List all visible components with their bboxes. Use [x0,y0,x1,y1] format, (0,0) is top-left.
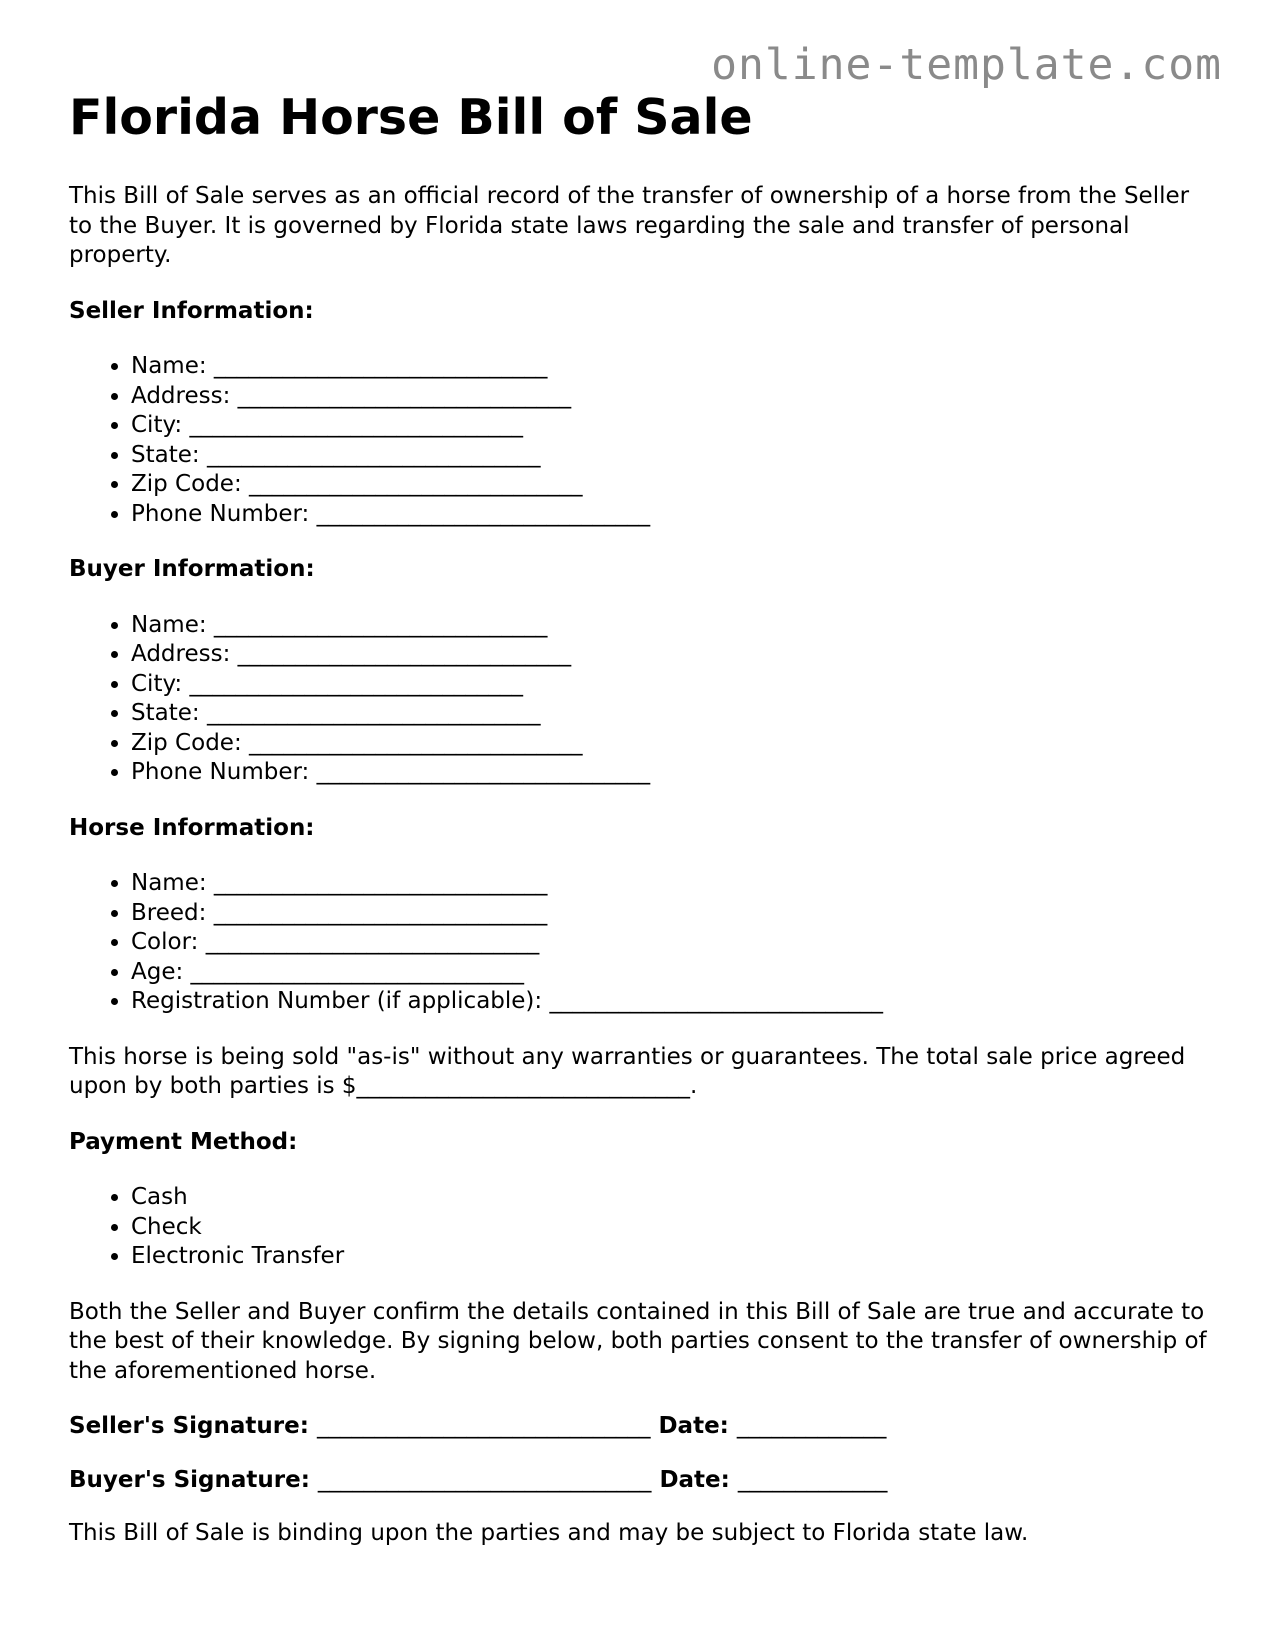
payment-option-check: • Check [131,1213,1209,1243]
as-is-paragraph: This horse is being sold "as-is" without any warranties or guarantees. The total sale price agreed upon by both parties is $_____________________________. [69,1043,1186,1099]
buyer-state-field: • State: _____________________________ [131,699,1209,729]
buyer-heading: Buyer Information: [69,556,315,582]
seller-zip-field: • Zip Code: _____________________________ [131,470,1209,500]
horse-fields [69,869,1209,1017]
buyer-signature-line [69,1466,1209,1496]
horse-breed-field: • Breed: _____________________________ [131,899,1209,929]
payment-heading: Payment Method: [69,1128,298,1155]
horse-name-field: • Name: _____________________________ [131,869,1209,899]
buyer-address-field: • Address: _____________________________ [131,640,1209,670]
payment-option-cash: • Cash [131,1183,1209,1213]
seller-state-field: • State: _____________________________ [131,441,1209,471]
payment-options [69,1183,1209,1272]
intro-paragraph: This Bill of Sale serves as an official record of the transfer of ownership of a horse from the Seller to the Buyer. It is governed by Florida state laws regarding the sale and transfer of personal property. [69,183,1190,268]
confirmation-paragraph: Both the Seller and Buyer confirm the details contained in this Bill of Sale are true and accurate to the best of their knowledge. By signing below, both parties consent to the transfer of ownership of the aforementioned horse. [69,1298,1207,1384]
buyer-signature-blank: _____________________________ [317,1466,652,1493]
buyer-fields [69,611,1209,788]
seller-signature-label: Seller's Signature: [69,1413,309,1439]
seller-fields [69,352,1209,529]
watermark: online-template.com [711,40,1222,90]
document-body [69,86,1209,1549]
seller-signature-blank: _____________________________ [316,1413,651,1439]
horse-age-field: • Age: _____________________________ [131,958,1209,988]
seller-heading: Seller Information: [69,297,314,324]
horse-registration-field: • Registration Number (if applicable): _____________________________ [131,987,1209,1017]
closing-paragraph: This Bill of Sale is binding upon the parties and may be subject to Florida state law. [69,1520,1029,1546]
seller-name-field: • Name: _____________________________ [131,352,1209,382]
buyer-date-blank: _____________ [737,1466,888,1493]
buyer-date-label: Date: [659,1466,730,1493]
seller-date-blank: _____________ [736,1413,887,1439]
payment-option-electronic: • Electronic Transfer [131,1242,1209,1272]
buyer-phone-field: • Phone Number: _____________________________ [131,758,1209,788]
buyer-name-field: • Name: _____________________________ [131,611,1209,641]
seller-city-field: • City: _____________________________ [131,411,1209,441]
seller-phone-field: • Phone Number: _____________________________ [131,500,1209,530]
buyer-signature-label: Buyer's Signature: [69,1466,310,1493]
seller-date-label: Date: [658,1413,729,1439]
document-title: Florida Horse Bill of Sale [69,89,753,146]
horse-color-field: • Color: _____________________________ [131,928,1209,958]
horse-heading: Horse Information: [69,814,315,841]
seller-address-field: • Address: _____________________________ [131,382,1209,412]
buyer-city-field: • City: _____________________________ [131,670,1209,700]
buyer-zip-field: • Zip Code: _____________________________ [131,729,1209,759]
seller-signature-line [69,1412,1209,1442]
